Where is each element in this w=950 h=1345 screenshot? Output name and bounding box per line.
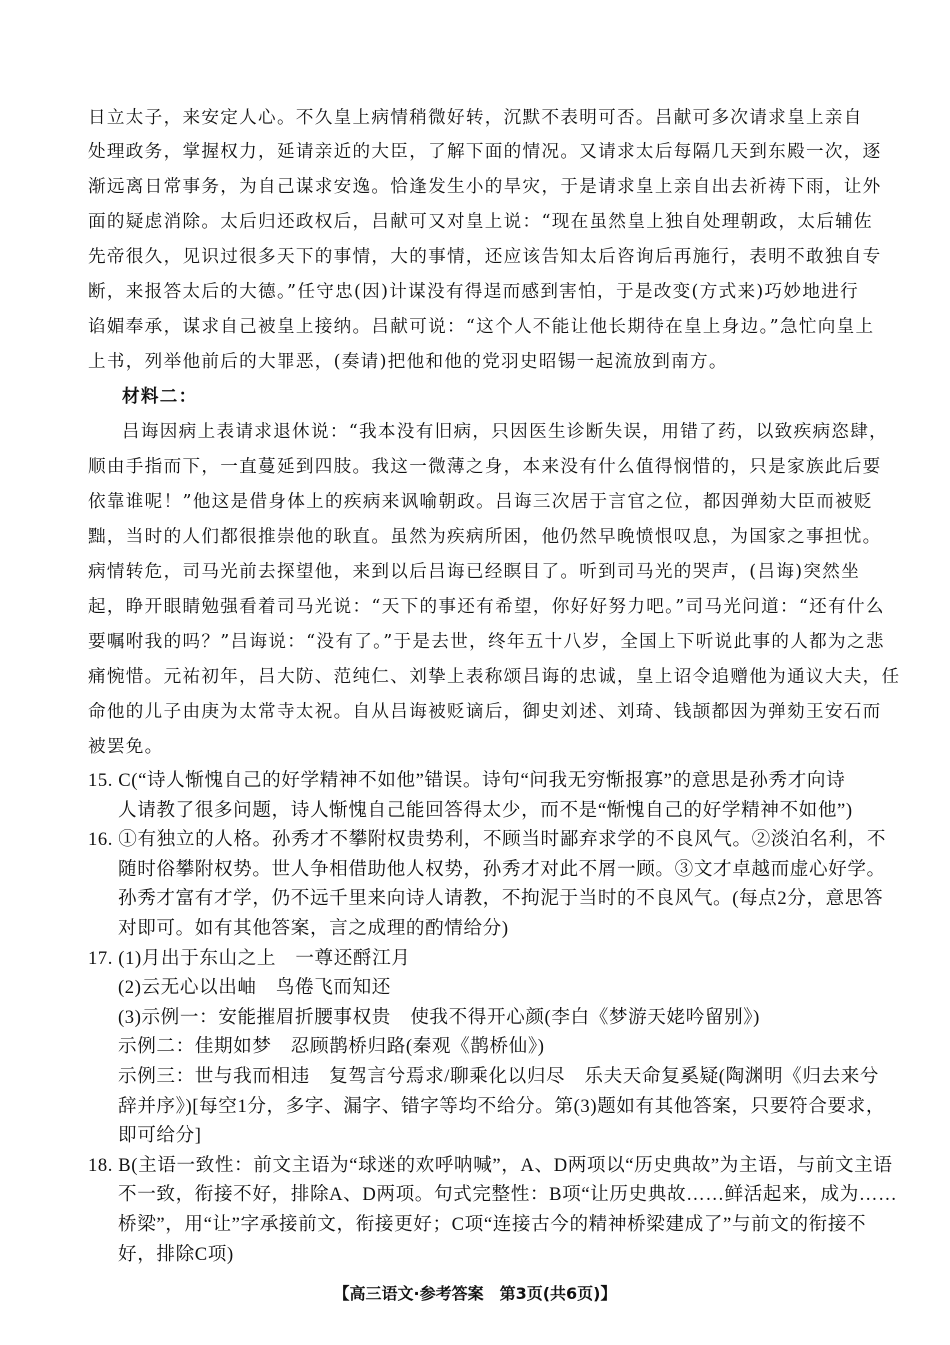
text-line: (3)示例一：安能摧眉折腰事权贵 使我不得开心颜(李白《梦游天姥吟留别》) xyxy=(118,1006,760,1028)
text-line: 人请教了很多问题，诗人惭愧自己能回答得太少，而不是“惭愧自己的好学精神不如他”) xyxy=(118,799,853,821)
text-line: 日立太子，来安定人心。不久皇上病情稍微好转，沉默不表明可否。吕献可多次请求皇上亲自 xyxy=(88,108,863,128)
text-line: 病情转危，司马光前去探望他，来到以后吕诲已经瞑目了。听到司马光的哭声，(吕诲)突然坐 xyxy=(88,562,861,582)
text-line: 示例二：佳期如梦 忍顾鹊桥归路(秦观《鹊桥仙》) xyxy=(118,1036,545,1058)
answer-15: 15. C(“诗人惭愧自己的好学精神不如他”错误。诗句“问我无穷惭报寡”的意思是孙秀才向诗 xyxy=(88,770,846,791)
text-line: 渐远离日常事务，为自己谋求安逸。恰逢发生小的旱灾，于是请求皇上亲自出去祈祷下雨，让外 xyxy=(88,177,882,197)
text-line: 不一致，衔接不好，排除A、D两项。句式完整性：B项“让历史典故……鲜活起来，成为…… xyxy=(118,1184,898,1206)
text-line: 上书，列举他前后的大罪恶，(奏请)把他和他的党羽史昭锡一起流放到南方。 xyxy=(88,352,728,372)
text-line: 命他的儿子由庚为太常寺太祝。自从吕诲被贬谪后，御史刘述、刘琦、钱颉都因为弹劾王安石而 xyxy=(88,702,882,722)
page-footer: 【高三语文·参考答案 第3页(共6页)】 xyxy=(333,1284,617,1304)
text-line: (2)云无心以出岫 鸟倦飞而知还 xyxy=(118,977,391,999)
text-line: 面的疑虑消除。太后归还政权后，吕献可又对皇上说：“现在虽然皇上独自处理朝政，太后辅佐 xyxy=(88,212,873,232)
text-line: 断，来报答太后的大德。”任守忠(因)计谋没有得逞而感到害怕，于是改变(方式来)巧妙地进行 xyxy=(88,282,860,302)
text-line: 谄媚奉承，谋求自己被皇上接纳。吕献可说：“这个人不能让他长期待在皇上身边。”急忙向皇上 xyxy=(88,317,875,337)
text-line: 对即可。如有其他答案，言之成理的酌情给分) xyxy=(118,918,509,939)
text-line: 先帝很久，见识过很多天下的事情，大的事情，还应该告知太后咨询后再施行，表明不敢独自专 xyxy=(88,247,882,267)
text-line: 桥梁”，用“让”字承接前文，衔接更好；C项“连接古今的精神桥梁建成了”与前文的衔接不 xyxy=(118,1214,867,1235)
text-line: 顺由手指而下，一直蔓延到四肢。我这一微薄之身，本来没有什么值得悯惜的，只是家族此后要 xyxy=(88,457,882,477)
answer-17: 17. (1)月出于东山之上 一尊还酹江月 xyxy=(88,947,411,969)
answer-18: 18. B(主语一致性：前文主语为“球迷的欢呼呐喊”，A、D两项以“历史典故”为主语，与前文主语 xyxy=(88,1154,893,1176)
text-line: 被罢免。 xyxy=(88,737,164,757)
material2-heading: 材料二： xyxy=(122,386,198,407)
text-line: 依靠谁呢！”他这是借身体上的疾病来讽喻朝政。吕诲三次居于言官之位，都因弹劾大臣而被贬 xyxy=(88,492,873,512)
text-line: 黜，当时的人们都很推崇他的耿直。虽然为疾病所困，他仍然早晚愤恨叹息，为国家之事担忧。 xyxy=(88,527,882,547)
text-line: 示例三：世与我而相违 复驾言兮焉求/聊乘化以归尽 乐夫天命复奚疑(陶渊明《归去来兮 xyxy=(118,1066,880,1087)
text-line: 随时俗攀附权势。世人争相借助他人权势，孙秀才对此不屑一顾。③文才卓越而虚心好学。 xyxy=(118,858,886,880)
text-line: 痛惋惜。元祐初年，吕大防、范纯仁、刘挚上表称颂吕诲的忠诚，皇上诏令追赠他为通议大夫，任 xyxy=(88,667,901,687)
text-line: 处理政务，掌握权力，延请亲近的大臣，了解下面的情况。又请求太后每隔几天到东殿一次，逐 xyxy=(88,142,882,162)
text-line: 起，睁开眼睛勉强看着司马光说：“天下的事还有希望，你好好努力吧。”司马光问道：“还有什么 xyxy=(88,597,885,617)
text-line: 孙秀才富有才学，仍不远千里来向诗人请教，不拘泥于当时的不良风气。(每点2分，意思答 xyxy=(118,888,884,910)
answer-16: 16. ①有独立的人格。孙秀才不攀附权贵势利，不顾当时鄙弃求学的不良风气。②淡泊名利，不 xyxy=(88,829,887,851)
text-line: 辞并序》)[每空1分，多字、漏字、错字等均不给分。第(3)题如有其他答案，只要符合要求， xyxy=(118,1095,886,1117)
text-line: 即可给分] xyxy=(118,1125,202,1147)
text-line: 要嘱咐我的吗？”吕诲说：“没有了。”于是去世，终年五十八岁，全国上下听说此事的人都为之悲 xyxy=(88,632,885,652)
text-line: 吕诲因病上表请求退休说：“我本没有旧病，只因医生诊断失误，用错了药，以致疾病恣肆， xyxy=(122,422,889,442)
text-line: 好，排除C项) xyxy=(118,1243,234,1265)
